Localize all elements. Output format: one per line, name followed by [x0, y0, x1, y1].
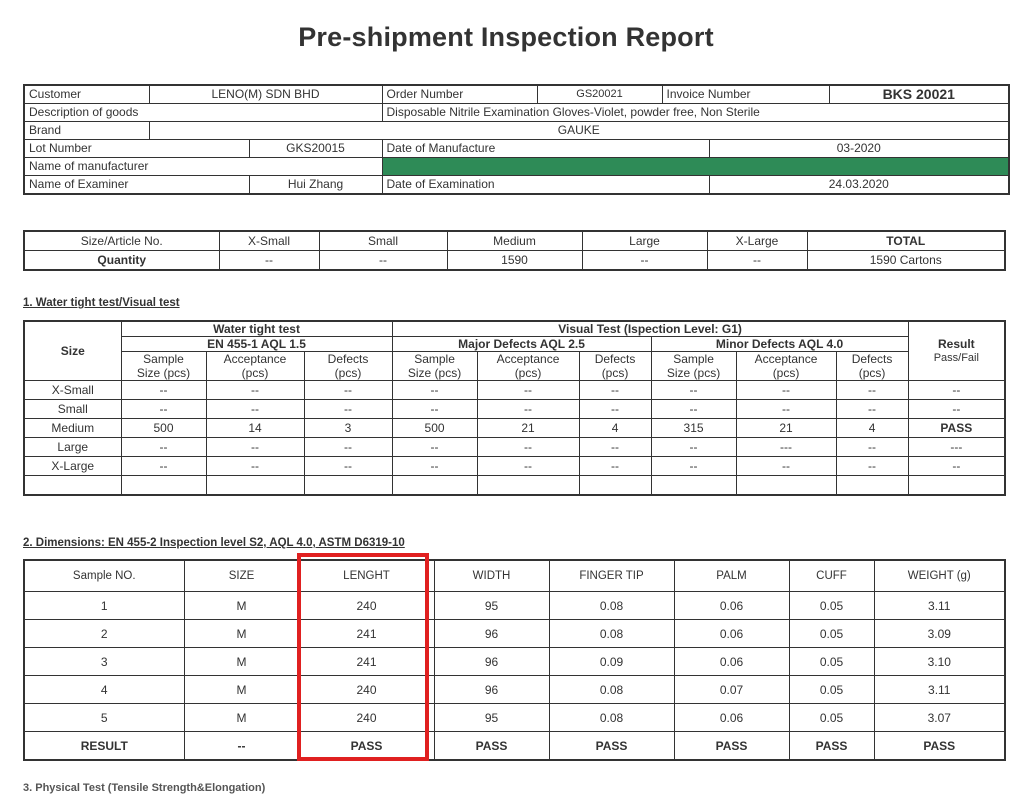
dim-cell: 0.06	[674, 592, 789, 620]
dim-cell: M	[184, 648, 299, 676]
size-cell: Large	[24, 438, 121, 457]
lot-number-value: GKS20015	[249, 140, 382, 158]
value-cell: 4	[579, 419, 651, 438]
dim-cell: 241	[299, 648, 434, 676]
qty-header-cell: X-Large	[707, 231, 807, 251]
dim-cell: M	[184, 620, 299, 648]
size-cell: Medium	[24, 419, 121, 438]
dim-cell: 0.06	[674, 620, 789, 648]
qty-cell: --	[707, 251, 807, 271]
examination-date-label: Date of Examination	[382, 176, 709, 195]
water-visual-row	[24, 457, 1005, 476]
dim-cell: 0.05	[789, 592, 874, 620]
value-cell: --	[477, 400, 579, 419]
empty-cell	[24, 476, 121, 496]
section-2-heading: 2. Dimensions: EN 455-2 Inspection level S2, AQL 4.0, ASTM D6319-10	[23, 537, 405, 549]
value-cell: 4	[836, 419, 908, 438]
value-cell: 21	[736, 419, 836, 438]
manufacture-date-label: Date of Manufacture	[382, 140, 709, 158]
examiner-value: Hui Zhang	[249, 176, 382, 195]
value-cell: --	[579, 381, 651, 400]
report-title: Pre-shipment Inspection Report	[298, 22, 714, 52]
dim-cell: 240	[299, 676, 434, 704]
sub-header-cell: Acceptance (pcs)	[206, 352, 304, 381]
result-cell: --	[908, 400, 1005, 419]
invoice-number-value: BKS 20021	[829, 85, 1009, 104]
sub-header-cell: Acceptance (pcs)	[736, 352, 836, 381]
dim-cell: 96	[434, 676, 549, 704]
manufacturer-label: Name of manufacturer	[24, 158, 382, 176]
qty-header-cell: X-Small	[219, 231, 319, 251]
value-cell: --	[121, 400, 206, 419]
value-cell: --	[579, 438, 651, 457]
examiner-label: Name of Examiner	[24, 176, 249, 195]
value-cell: --	[836, 457, 908, 476]
dim-cell: PASS	[434, 732, 549, 761]
dim-header-cell: LENGHT	[299, 560, 434, 592]
qty-cell: --	[582, 251, 707, 271]
empty-cell	[121, 476, 206, 496]
value-cell: --	[836, 400, 908, 419]
empty-cell	[651, 476, 736, 496]
value-cell: --	[206, 457, 304, 476]
size-cell: X-Small	[24, 381, 121, 400]
value-cell: --	[736, 457, 836, 476]
empty-cell	[736, 476, 836, 496]
value-cell: --	[736, 400, 836, 419]
brand-value: GAUKE	[149, 122, 1009, 140]
dim-header-cell: Sample NO.	[24, 560, 184, 592]
minor-defects-header: Minor Defects AQL 4.0	[651, 337, 908, 352]
dim-cell: 5	[24, 704, 184, 732]
empty-cell	[206, 476, 304, 496]
sub-header-cell: Defects (pcs)	[836, 352, 908, 381]
qty-cell: 1590	[447, 251, 582, 271]
result-cell: --	[908, 457, 1005, 476]
sub-header-cell: Sample Size (pcs)	[392, 352, 477, 381]
value-cell: --	[836, 381, 908, 400]
empty-cell	[477, 476, 579, 496]
result-cell: PASS	[908, 419, 1005, 438]
qty-cell: --	[319, 251, 447, 271]
water-visual-table	[23, 320, 1006, 496]
result-header-sub: Pass/Fail	[933, 352, 979, 364]
dim-cell: 2	[24, 620, 184, 648]
value-cell: --	[121, 457, 206, 476]
customer-value: LENO(M) SDN BHD	[149, 85, 382, 104]
value-cell: --	[206, 381, 304, 400]
empty-cell	[304, 476, 392, 496]
value-cell: --	[392, 438, 477, 457]
water-visual-row	[24, 438, 1005, 457]
quantity-row	[24, 251, 1005, 271]
dim-cell: M	[184, 704, 299, 732]
dim-cell: 0.05	[789, 704, 874, 732]
qty-cell: Quantity	[24, 251, 219, 271]
value-cell: --	[392, 381, 477, 400]
qty-header-cell: Medium	[447, 231, 582, 251]
dim-cell: 3.10	[874, 648, 1005, 676]
dim-cell: 95	[434, 592, 549, 620]
water-tight-standard: EN 455-1 AQL 1.5	[121, 337, 392, 352]
sub-header-cell: Acceptance (pcs)	[477, 352, 579, 381]
dimensions-row	[24, 648, 1005, 676]
dim-cell: PASS	[874, 732, 1005, 761]
qty-header-cell: Size/Article No.	[24, 231, 219, 251]
dim-cell: 3.07	[874, 704, 1005, 732]
qty-header-cell: Small	[319, 231, 447, 251]
qty-cell: 1590 Cartons	[807, 251, 1005, 271]
value-cell: --	[477, 381, 579, 400]
value-cell: ---	[736, 438, 836, 457]
dimensions-table	[23, 559, 1006, 761]
dim-cell: 96	[434, 648, 549, 676]
value-cell: 3	[304, 419, 392, 438]
sub-header-cell: Sample Size (pcs)	[121, 352, 206, 381]
size-cell: X-Large	[24, 457, 121, 476]
size-cell: Small	[24, 400, 121, 419]
value-cell: --	[579, 457, 651, 476]
water-visual-row	[24, 381, 1005, 400]
dim-cell: M	[184, 592, 299, 620]
value-cell: --	[121, 381, 206, 400]
qty-header-cell: TOTAL	[807, 231, 1005, 251]
brand-label: Brand	[24, 122, 149, 140]
value-cell: --	[477, 438, 579, 457]
result-cell: --	[908, 381, 1005, 400]
value-cell: 315	[651, 419, 736, 438]
sub-header-cell: Sample Size (pcs)	[651, 352, 736, 381]
order-number-value: GS20021	[537, 85, 662, 104]
dim-cell: 0.09	[549, 648, 674, 676]
dim-header-cell: FINGER TIP	[549, 560, 674, 592]
value-cell: --	[304, 381, 392, 400]
examination-date-value: 24.03.2020	[709, 176, 1009, 195]
section-3-heading-partial: 3. Physical Test (Tensile Strength&Elongation)	[23, 782, 266, 794]
qty-cell: --	[219, 251, 319, 271]
order-number-label: Order Number	[382, 85, 537, 104]
description-value: Disposable Nitrile Examination Gloves-Violet, powder free, Non Sterile	[382, 104, 1009, 122]
water-visual-row	[24, 419, 1005, 438]
empty-cell	[392, 476, 477, 496]
dim-cell: 240	[299, 592, 434, 620]
dim-cell: 0.06	[674, 704, 789, 732]
empty-cell	[579, 476, 651, 496]
value-cell: 14	[206, 419, 304, 438]
dim-header-cell: SIZE	[184, 560, 299, 592]
value-cell: --	[736, 381, 836, 400]
dim-cell: PASS	[549, 732, 674, 761]
dimensions-result-row	[24, 732, 1005, 761]
dim-cell: 1	[24, 592, 184, 620]
customer-label: Customer	[24, 85, 149, 104]
dimensions-header-row	[24, 560, 1005, 592]
water-visual-empty-row	[24, 476, 1005, 496]
dimensions-row	[24, 704, 1005, 732]
manufacturer-redacted-block	[382, 158, 1009, 176]
water-tight-header: Water tight test	[121, 321, 392, 337]
visual-test-header: Visual Test (Ispection Level: G1)	[392, 321, 908, 337]
description-label: Description of goods	[24, 104, 382, 122]
value-cell: --	[651, 381, 736, 400]
dim-cell: 4	[24, 676, 184, 704]
dim-cell: 0.05	[789, 648, 874, 676]
empty-cell	[836, 476, 908, 496]
value-cell: --	[836, 438, 908, 457]
dim-cell: 0.08	[549, 676, 674, 704]
section-1-heading: 1. Water tight test/Visual test	[23, 297, 180, 309]
value-cell: --	[477, 457, 579, 476]
dim-cell: --	[184, 732, 299, 761]
dim-cell: 0.05	[789, 676, 874, 704]
value-cell: --	[651, 438, 736, 457]
dim-cell: 240	[299, 704, 434, 732]
quantity-table	[23, 230, 1006, 271]
value-cell: --	[304, 400, 392, 419]
water-visual-rows	[24, 381, 1005, 496]
info-table	[23, 84, 1010, 195]
result-cell: ---	[908, 438, 1005, 457]
sub-header-cell: Defects (pcs)	[579, 352, 651, 381]
value-cell: --	[304, 457, 392, 476]
dim-cell: 0.05	[789, 620, 874, 648]
dim-cell: 241	[299, 620, 434, 648]
dim-header-cell: WEIGHT (g)	[874, 560, 1005, 592]
dim-cell: 3	[24, 648, 184, 676]
value-cell: 500	[121, 419, 206, 438]
dim-cell: 3.11	[874, 676, 1005, 704]
dim-cell: RESULT	[24, 732, 184, 761]
dim-cell: 96	[434, 620, 549, 648]
lot-number-label: Lot Number	[24, 140, 249, 158]
sub-header-cell: Defects (pcs)	[304, 352, 392, 381]
quantity-header-row	[24, 231, 1005, 251]
dimensions-row	[24, 620, 1005, 648]
dimensions-rows	[24, 592, 1005, 761]
dim-cell: PASS	[299, 732, 434, 761]
dim-cell: 3.09	[874, 620, 1005, 648]
dim-cell: M	[184, 676, 299, 704]
invoice-number-label: Invoice Number	[662, 85, 829, 104]
value-cell: --	[392, 400, 477, 419]
value-cell: --	[651, 457, 736, 476]
manufacture-date-value: 03-2020	[709, 140, 1009, 158]
dim-cell: 0.07	[674, 676, 789, 704]
dim-cell: 95	[434, 704, 549, 732]
value-cell: --	[304, 438, 392, 457]
value-cell: 500	[392, 419, 477, 438]
value-cell: --	[121, 438, 206, 457]
dimensions-row	[24, 592, 1005, 620]
size-header: Size	[24, 321, 121, 381]
dim-header-cell: CUFF	[789, 560, 874, 592]
dim-cell: 0.08	[549, 620, 674, 648]
dim-cell: 3.11	[874, 592, 1005, 620]
dim-cell: 0.08	[549, 592, 674, 620]
dim-header-cell: WIDTH	[434, 560, 549, 592]
dim-cell: PASS	[674, 732, 789, 761]
major-defects-header: Major Defects AQL 2.5	[392, 337, 651, 352]
result-header-label: Result	[937, 337, 975, 351]
result-header	[908, 321, 1005, 381]
dim-cell: 0.08	[549, 704, 674, 732]
water-visual-row	[24, 400, 1005, 419]
value-cell: --	[206, 400, 304, 419]
dimensions-row	[24, 676, 1005, 704]
value-cell: --	[579, 400, 651, 419]
value-cell: --	[651, 400, 736, 419]
qty-header-cell: Large	[582, 231, 707, 251]
value-cell: --	[392, 457, 477, 476]
empty-cell	[908, 476, 1005, 496]
value-cell: --	[206, 438, 304, 457]
value-cell: 21	[477, 419, 579, 438]
dim-cell: 0.06	[674, 648, 789, 676]
dim-cell: PASS	[789, 732, 874, 761]
dim-header-cell: PALM	[674, 560, 789, 592]
